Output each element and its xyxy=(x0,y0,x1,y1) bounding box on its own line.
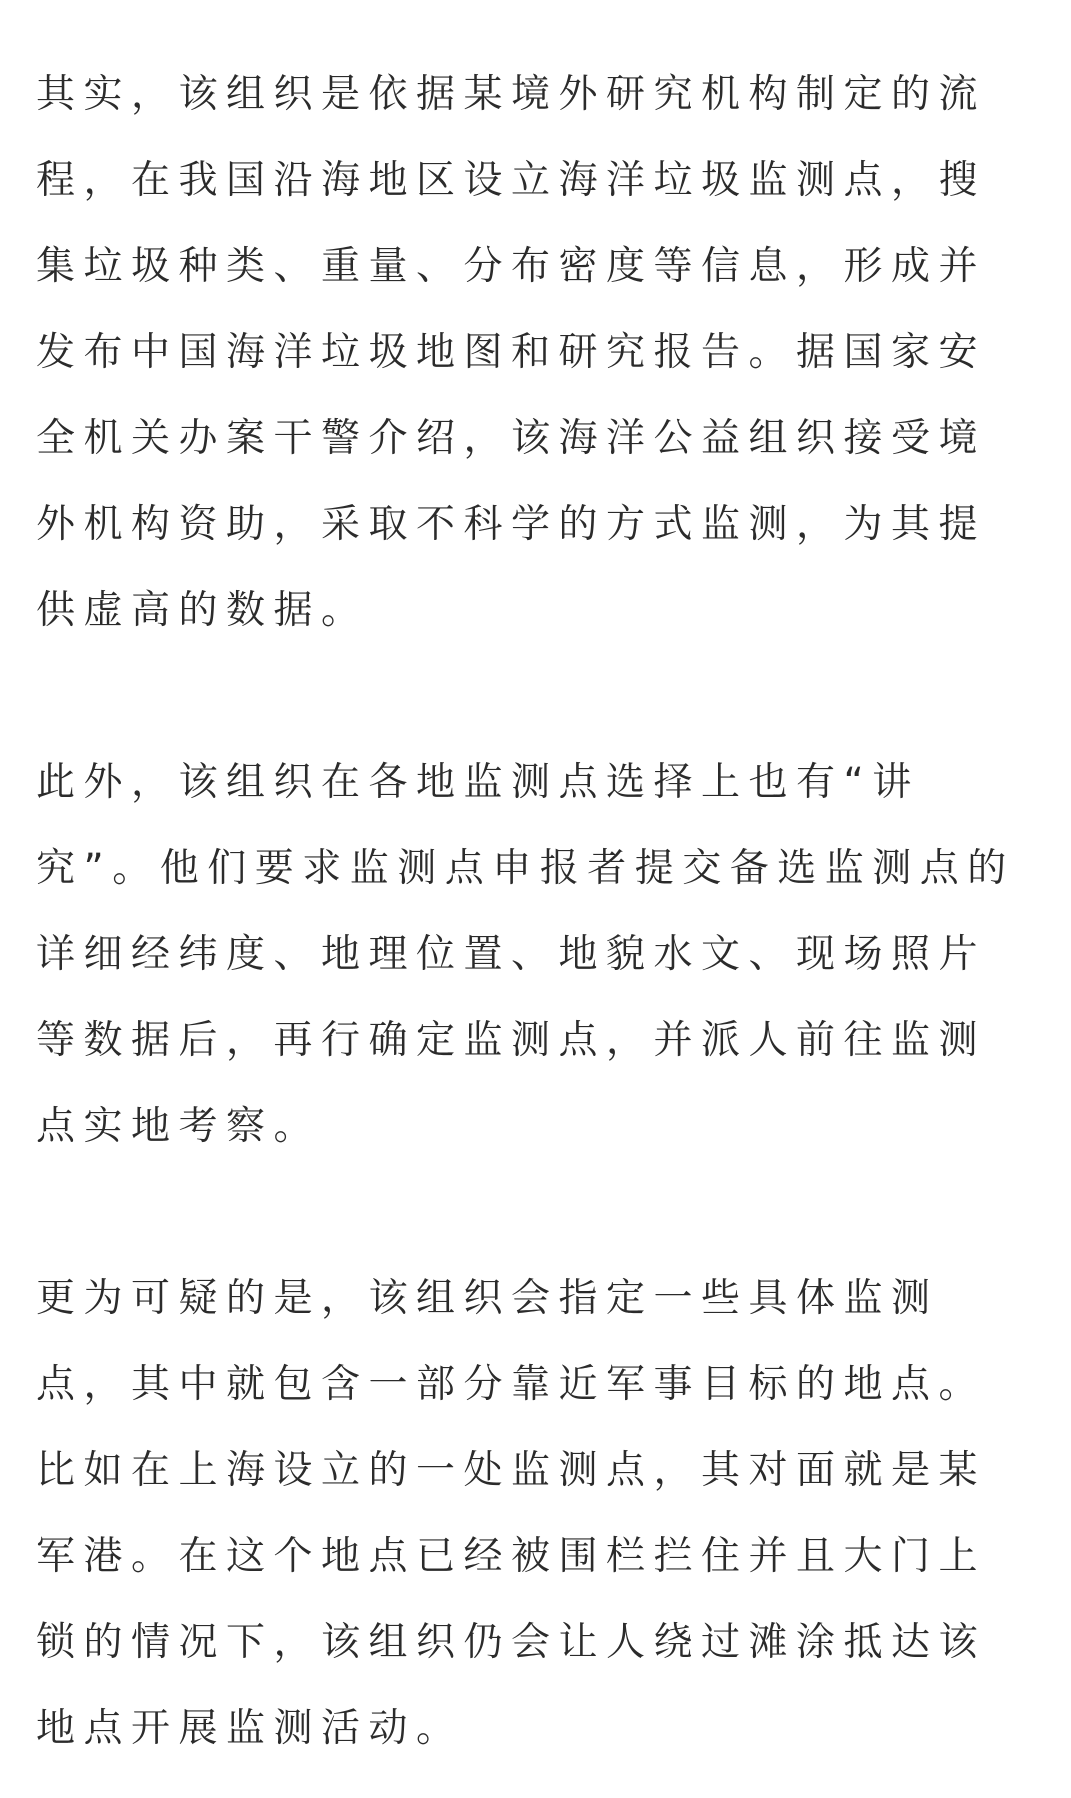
article-paragraph-3: 更为可疑的是，该组织会指定一些具体监测点，其中就包含一部分靠近军事目标的地点。比如在上海设立的一处监测点，其对面就是某军港。在这个地点已经被围栏拦住并且大门上锁的情况下，该组织仍会让人绕过滩涂抵达该地点开展监测活动。 xyxy=(36,1276,987,1751)
article-paragraph-1: 其实，该组织是依据某境外研究机构制定的流程，在我国沿海地区设立海洋垃圾监测点，搜集垃圾种类、重量、分布密度等信息，形成并发布中国海洋垃圾地图和研究报告。据国家安全机关办案干警介绍，该海洋公益组织接受境外机构资助，采取不科学的方式监测，为其提供虚高的数据。 xyxy=(36,72,987,633)
article-paragraph-2: 此外，该组织在各地监测点选择上也有“讲究”。他们要求监测点申报者提交备选监测点的详细经纬度、地理位置、地貌水文、现场照片等数据后，再行确定监测点，并派人前往监测点实地考察。 xyxy=(36,760,1015,1149)
article-body xyxy=(36,52,1026,1772)
